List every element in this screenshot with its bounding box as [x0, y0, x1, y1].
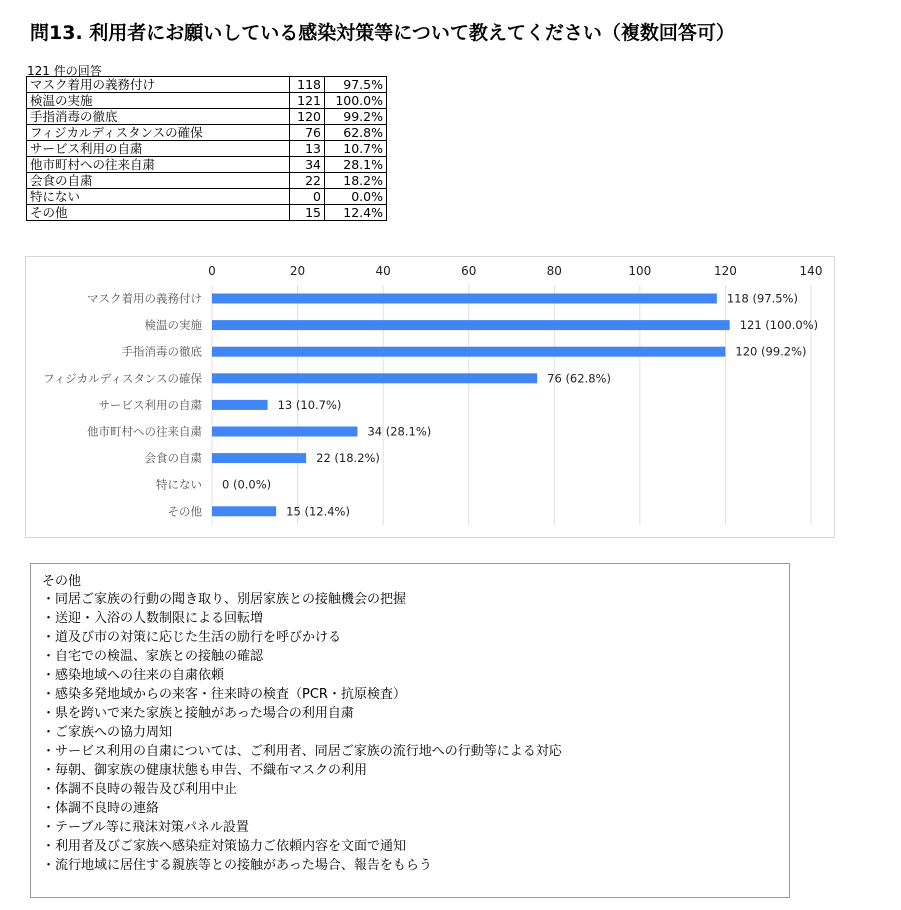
table-cell-label: 特にない — [27, 189, 290, 205]
list-item: ・体調不良時の連絡 — [42, 801, 160, 816]
table-cell-label: 他市町村への往来自粛 — [27, 157, 290, 173]
bar — [212, 506, 276, 516]
bar — [212, 400, 268, 410]
list-item: ・道及び市の対策に応じた生活の励行を呼びかける — [42, 630, 342, 645]
x-tick-label: 80 — [546, 264, 562, 278]
table-cell-count: 34 — [290, 157, 325, 173]
list-item: ・テーブル等に飛沫対策パネル設置 — [42, 820, 249, 835]
table-cell-percent: 97.5% — [325, 77, 387, 93]
data-label: 0 (0.0%) — [222, 477, 272, 492]
x-tick-label: 40 — [375, 264, 391, 278]
data-label: 22 (18.2%) — [316, 451, 380, 466]
bar — [212, 453, 306, 463]
list-item: ・ご家族への協力周知 — [42, 725, 173, 740]
table-row — [27, 125, 387, 141]
table-cell-percent: 0.0% — [325, 189, 387, 205]
data-label: 118 (97.5%) — [726, 291, 798, 306]
response-count: 121 件の回答 — [27, 64, 102, 78]
table-row — [27, 141, 387, 157]
table-cell-label: マスク着用の義務付け — [27, 77, 290, 93]
y-category-label: 他市町村への往来自粛 — [87, 424, 202, 439]
y-category-label: フィジカルディスタンスの確保 — [43, 371, 202, 386]
list-item: ・サービス利用の自粛については、ご利用者、同居ご家族の流行地への行動等による対応 — [42, 744, 562, 759]
table-row — [27, 157, 387, 173]
x-tick-label: 20 — [289, 264, 306, 278]
table-cell-label: その他 — [27, 205, 290, 221]
other-responses-box — [30, 563, 790, 898]
other-header: その他 — [42, 574, 82, 589]
table-cell-percent: 100.0% — [325, 93, 387, 109]
y-category-label: 手指消毒の徹底 — [121, 344, 202, 359]
data-label: 120 (99.2%) — [735, 344, 807, 359]
list-item: ・県を跨いで来た家族と接触があった場合の利用自粛 — [42, 706, 354, 721]
other-list — [42, 590, 562, 875]
table-cell-count: 0 — [290, 189, 325, 205]
table-row — [27, 77, 387, 93]
table-cell-label: サービス利用の自粛 — [27, 141, 290, 157]
data-label: 76 (62.8%) — [547, 371, 611, 386]
data-label: 34 (28.1%) — [367, 424, 432, 439]
page-title: 問13. 利用者にお願いしている感染対策等について教えてください（複数回答可） — [30, 22, 735, 44]
y-category-label: サービス利用の自粛 — [98, 397, 202, 412]
list-item: ・毎朝、御家族の健康状態も申告、不織布マスクの利用 — [42, 763, 368, 778]
data-label: 13 (10.7%) — [277, 397, 342, 412]
table-cell-count: 120 — [290, 109, 325, 125]
table-cell-label: 手指消毒の徹底 — [27, 109, 290, 125]
y-category-label: 検温の実施 — [144, 318, 202, 333]
list-item: ・送迎・入浴の人数制限による回転増 — [42, 611, 264, 626]
list-item: ・流行地域に居住する親族等との接触があった場合、報告をもらう — [42, 858, 432, 873]
table-cell-count: 121 — [290, 93, 325, 109]
table-cell-percent: 10.7% — [325, 141, 387, 157]
y-category-label: その他 — [167, 504, 202, 519]
y-category-label: 特にない — [156, 477, 202, 492]
table-cell-label: 会食の自粛 — [27, 173, 290, 189]
bar-chart — [25, 256, 835, 538]
x-tick-label: 100 — [628, 264, 652, 278]
table-cell-count: 22 — [290, 173, 325, 189]
table-row — [27, 189, 387, 205]
table-cell-percent: 28.1% — [325, 157, 387, 173]
bar — [212, 347, 725, 357]
list-item: ・利用者及びご家族へ感染症対策協力ご依頼内容を文面で通知 — [42, 839, 407, 854]
bar-chart-svg — [26, 257, 834, 537]
list-item: ・同居ご家族の行動の聞き取り、別居家族との接触機会の把握 — [42, 592, 407, 607]
bar — [212, 294, 717, 304]
list-item: ・自宅での検温、家族との接触の確認 — [42, 649, 264, 664]
table-cell-percent: 18.2% — [325, 173, 387, 189]
table-cell-percent: 12.4% — [325, 205, 387, 221]
table-cell-count: 118 — [290, 77, 325, 93]
bar — [212, 427, 357, 437]
x-tick-label: 0 — [208, 264, 216, 278]
x-tick-label: 140 — [799, 264, 823, 278]
table-cell-percent: 62.8% — [325, 125, 387, 141]
summary-table — [26, 76, 387, 221]
list-item: ・感染地域への往来の自粛依頼 — [42, 668, 225, 683]
y-category-label: 会食の自粛 — [144, 451, 202, 466]
x-tick-label: 60 — [461, 264, 477, 278]
table-cell-count: 13 — [290, 141, 325, 157]
table-cell-percent: 99.2% — [325, 109, 387, 125]
bar — [212, 373, 537, 383]
bar — [212, 320, 730, 330]
table-cell-count: 15 — [290, 205, 325, 221]
data-label: 121 (100.0%) — [739, 318, 819, 333]
x-tick-label: 120 — [713, 264, 737, 278]
y-category-label: マスク着用の義務付け — [87, 291, 202, 306]
table-cell-label: フィジカルディスタンスの確保 — [27, 125, 290, 141]
table-row — [27, 109, 387, 125]
data-label: 15 (12.4%) — [286, 504, 350, 519]
list-item: ・感染多発地域からの来客・往来時の検査（PCR・抗原検査） — [42, 687, 406, 702]
table-cell-count: 76 — [290, 125, 325, 141]
list-item: ・体調不良時の報告及び利用中止 — [42, 782, 238, 797]
table-row — [27, 205, 387, 221]
table-row — [27, 173, 387, 189]
table-cell-label: 検温の実施 — [27, 93, 290, 109]
table-row — [27, 93, 387, 109]
